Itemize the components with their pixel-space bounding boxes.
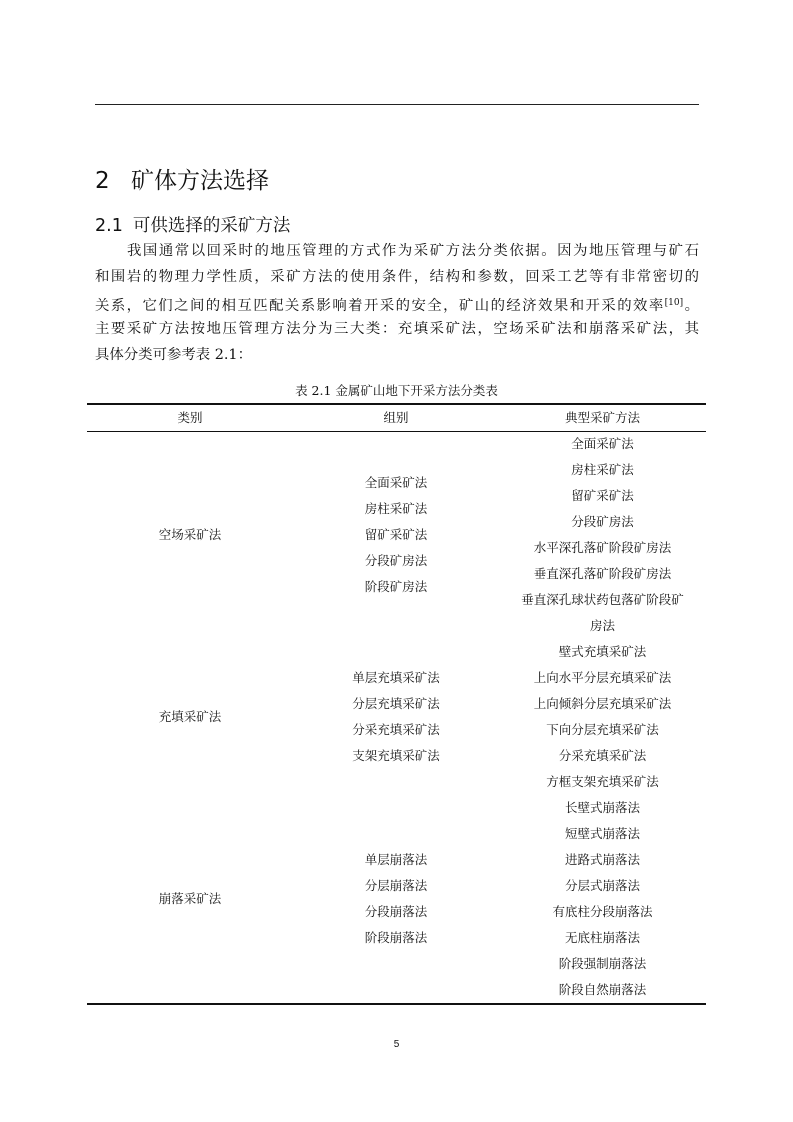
method-cell: 无底柱崩落法 [564, 930, 640, 945]
method-cell: 分段矿房法 [571, 514, 634, 529]
method-cell: 阶段自然崩落法 [558, 982, 647, 997]
chapter-number: 2 [95, 168, 110, 194]
category-cell: 空场采矿法 [158, 527, 222, 542]
group-cell: 分层充填采矿法 [352, 696, 440, 711]
category-cell: 崩落采矿法 [158, 891, 222, 906]
citation-ref[interactable]: [10] [664, 298, 684, 308]
method-cell: 上向倾斜分层充填采矿法 [533, 696, 672, 711]
method-cell: 垂直深孔球状药包落矿阶段矿 [521, 592, 684, 607]
header-group: 组别 [383, 410, 409, 425]
method-cell: 方框支架充填采矿法 [546, 774, 659, 789]
method-cell: 长壁式崩落法 [564, 800, 640, 815]
header-category: 类别 [177, 410, 203, 425]
paragraph-text: 。 [683, 298, 699, 314]
group-cell: 分层崩落法 [364, 878, 428, 893]
section-title-text: 可供选择的采矿方法 [132, 216, 291, 236]
group-cell: 阶段崩落法 [364, 930, 428, 945]
chapter-title-text: 矿体方法选择 [131, 168, 269, 194]
group-cell: 单层崩落法 [364, 852, 428, 867]
group-cell: 单层充填采矿法 [352, 670, 440, 685]
method-cell: 留矿采矿法 [571, 488, 634, 503]
group-cell: 留矿采矿法 [364, 527, 428, 542]
group-cell: 阶段矿房法 [364, 579, 428, 594]
header-method: 典型采矿方法 [564, 410, 640, 425]
group-cell: 分段崩落法 [364, 904, 428, 919]
group-cell: 分段矿房法 [364, 553, 428, 568]
paragraph-line [95, 290, 699, 319]
section-title [95, 212, 290, 240]
paragraph-line: 和围岩的物理力学性质，采矿方法的使用条件，结构和参数，回采工艺等有非常密切的 [95, 269, 699, 285]
method-cell: 垂直深孔落矿阶段矿房法 [533, 566, 672, 581]
group-cell: 支架充填采矿法 [352, 748, 440, 763]
method-cell: 分采充填采矿法 [558, 748, 647, 763]
group-cell: 全面采矿法 [364, 475, 428, 490]
category-cell: 充填采矿法 [158, 709, 222, 724]
method-cell: 短壁式崩落法 [564, 826, 640, 841]
header-rule [95, 104, 699, 105]
method-cell: 上向水平分层充填采矿法 [533, 670, 672, 685]
method-cell: 房法 [589, 618, 615, 633]
paragraph-line: 主要采矿方法按地压管理方法分为三大类：充填采矿法，空场采矿法和崩落采矿法，其 [95, 321, 699, 337]
method-cell: 下向分层充填采矿法 [546, 722, 659, 737]
chapter-title [95, 164, 269, 198]
method-cell: 壁式充填采矿法 [558, 644, 647, 659]
method-cell: 分层式崩落法 [564, 878, 640, 893]
method-cell: 全面采矿法 [571, 436, 634, 451]
method-cell: 房柱采矿法 [571, 462, 634, 477]
page-number: 5 [393, 1039, 400, 1050]
paragraph-text: 关系，它们之间的相互匹配关系影响着开采的安全，矿山的经济效果和开采的效率 [95, 298, 665, 314]
method-cell: 水平深孔落矿阶段矿房法 [533, 540, 672, 555]
group-cell: 房柱采矿法 [364, 501, 428, 516]
section-number: 2.1 [95, 216, 123, 236]
method-cell: 阶段强制崩落法 [558, 956, 647, 971]
table-bottom-rule [87, 1003, 706, 1005]
paragraph-line: 我国通常以回采时的地压管理的方式作为采矿方法分类依据。因为地压管理与矿石 [127, 243, 699, 259]
paragraph-line: 具体分类可参考表 2.1： [95, 347, 252, 363]
table-caption: 表 2.1 金属矿山地下开采方法分类表 [295, 383, 498, 398]
group-cell: 分采充填采矿法 [352, 722, 440, 737]
method-cell: 有底柱分段崩落法 [552, 904, 653, 919]
method-cell: 进路式崩落法 [564, 852, 640, 867]
